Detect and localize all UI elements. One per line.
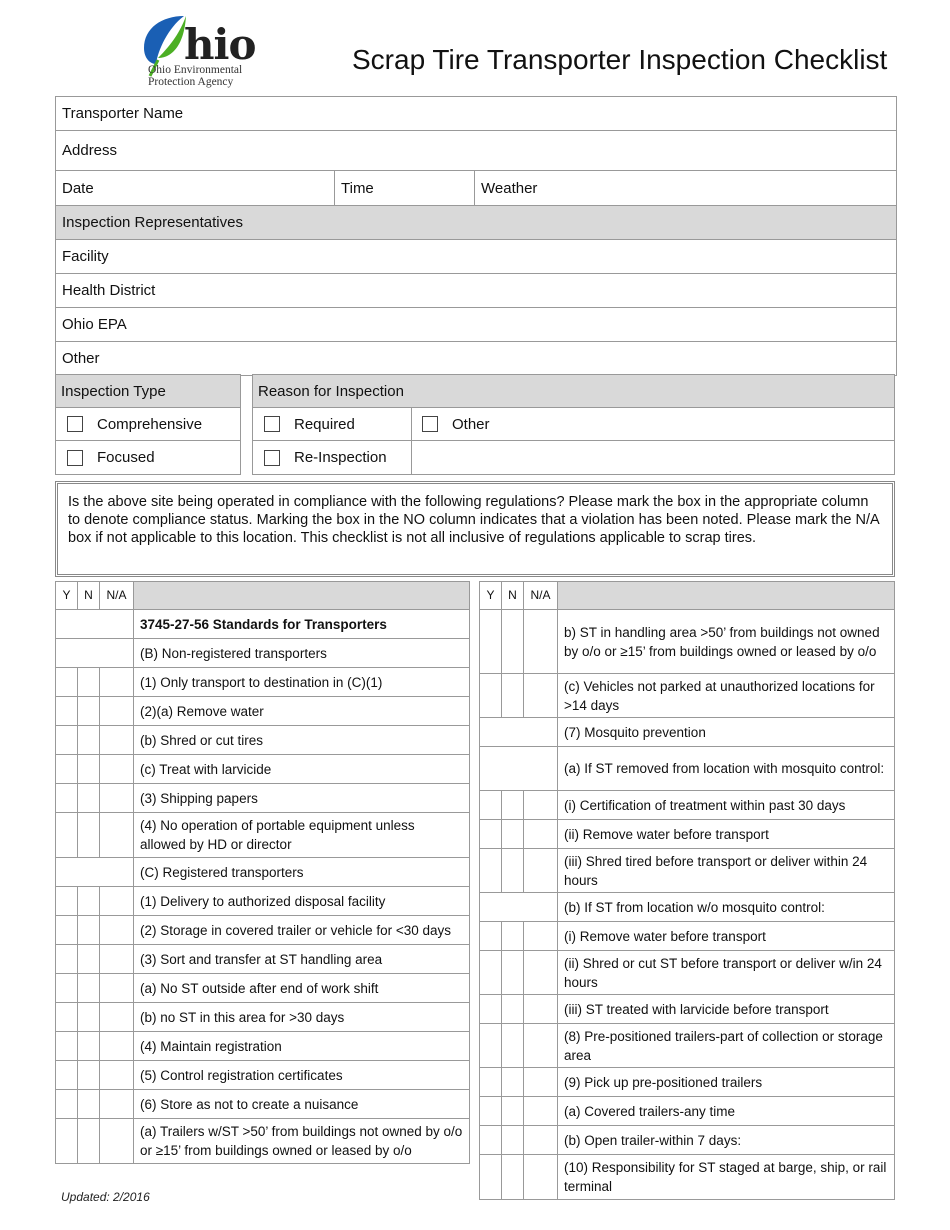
required-label: Required	[294, 415, 355, 433]
checklist-row	[480, 1024, 894, 1068]
checklist-row	[480, 1097, 894, 1126]
item-column-header	[558, 582, 894, 609]
na-box[interactable]	[100, 668, 134, 696]
reinspection-checkbox[interactable]	[264, 450, 280, 466]
checklist-row	[480, 922, 894, 951]
left-checklist	[55, 581, 470, 1164]
checklist-row	[56, 668, 469, 697]
no-box[interactable]	[78, 697, 100, 725]
na-box[interactable]	[524, 1097, 558, 1125]
checklist-item-text: (b) Open trailer-within 7 days:	[564, 1132, 742, 1148]
na-box[interactable]	[100, 1032, 134, 1060]
no-box[interactable]	[78, 974, 100, 1002]
na-box[interactable]	[524, 849, 558, 892]
yes-box[interactable]	[56, 1061, 78, 1089]
checklist-item-text: (i) Certification of treatment within past 30 days	[564, 797, 846, 813]
reason-header: Reason for Inspection	[253, 375, 894, 408]
checklist-item-text: (c) Treat with larvicide	[140, 761, 272, 777]
yes-box[interactable]	[480, 610, 502, 673]
checklist-row	[56, 887, 469, 916]
checklist-row	[56, 1119, 469, 1163]
reason-blank-cell	[412, 441, 894, 474]
checklist-row	[56, 726, 469, 755]
checklist-item-text: (7) Mosquito prevention	[564, 724, 706, 740]
yes-box[interactable]	[56, 697, 78, 725]
ohio-epa-label: Ohio EPA	[62, 316, 127, 333]
na-box[interactable]	[100, 916, 134, 944]
checklist-row	[56, 1003, 469, 1032]
na-box[interactable]	[100, 726, 134, 754]
na-box[interactable]	[100, 1090, 134, 1118]
na-box[interactable]	[100, 945, 134, 973]
checklist-row	[56, 639, 469, 668]
checklist-row	[56, 858, 469, 887]
checklist-item-text: (10) Responsibility for ST staged at barge, ship, or rail terminal	[564, 1160, 887, 1194]
no-box[interactable]	[78, 1061, 100, 1089]
merged-status-cell	[56, 610, 134, 638]
inspection-type-box	[55, 374, 241, 475]
checklist-row	[480, 718, 894, 747]
yes-box[interactable]	[480, 1126, 502, 1154]
yes-box[interactable]	[480, 1024, 502, 1067]
yes-box[interactable]	[480, 951, 502, 994]
other-reason-option[interactable]	[412, 408, 894, 440]
na-box[interactable]	[100, 784, 134, 812]
checklist-row	[56, 916, 469, 945]
merged-status-cell	[480, 893, 558, 921]
checklist-item-text: (iii) Shred tired before transport or deliver within 24 hours	[564, 853, 868, 888]
comprehensive-label: Comprehensive	[97, 415, 203, 433]
checklist-item-text: (b) If ST from location w/o mosquito control:	[564, 899, 825, 915]
logo-agency-name	[148, 64, 242, 88]
yes-box[interactable]	[56, 668, 78, 696]
checklist-row	[480, 995, 894, 1024]
na-column-header: N/A	[524, 582, 558, 609]
na-box[interactable]	[100, 887, 134, 915]
updated-date: Updated: 2/2016	[61, 1190, 150, 1204]
transporter-name-label: Transporter Name	[62, 105, 184, 122]
yes-box[interactable]	[56, 945, 78, 973]
reason-row-1	[253, 408, 894, 441]
transporter-info-table	[55, 96, 897, 376]
checklist-item-text: (ii) Shred or cut ST before transport or deliver w/in 24 hours	[564, 955, 882, 990]
date-field[interactable]	[56, 171, 335, 205]
yes-box[interactable]	[480, 922, 502, 950]
yes-column-header: Y	[480, 582, 502, 609]
time-field[interactable]	[335, 171, 475, 205]
checklist-item-text: (a) No ST outside after end of work shift	[140, 980, 379, 996]
no-box[interactable]	[78, 668, 100, 696]
ohio-epa-logo	[140, 14, 270, 92]
checklist-row	[56, 945, 469, 974]
item-column-header	[134, 582, 469, 609]
checklist-item-text: (1) Delivery to authorized disposal facility	[140, 893, 386, 909]
checklist-item-text: (2) Storage in covered trailer or vehicle for <30 days	[140, 922, 452, 938]
no-box[interactable]	[78, 1032, 100, 1060]
checklist-row	[480, 1126, 894, 1155]
no-box[interactable]	[502, 1155, 524, 1199]
no-column-header: N	[78, 582, 100, 609]
checklist-item-text: b) ST in handling area >50’ from buildings not owned by o/o or ≥15’ from buildings owned or leased by o/o	[564, 624, 880, 659]
yes-box[interactable]	[56, 1003, 78, 1031]
logo-wordmark: hio	[184, 20, 256, 69]
checklist-row	[480, 951, 894, 995]
no-box[interactable]	[502, 1126, 524, 1154]
no-box[interactable]	[502, 1097, 524, 1125]
checklist-row	[56, 755, 469, 784]
na-box[interactable]	[524, 1068, 558, 1096]
no-box[interactable]	[78, 755, 100, 783]
yes-box[interactable]	[56, 1119, 78, 1163]
checklist-item-text: (a) If ST removed from location with mosquito control:	[564, 761, 885, 776]
checklist-row	[56, 1090, 469, 1119]
na-box[interactable]	[524, 674, 558, 717]
na-box[interactable]	[100, 1003, 134, 1031]
other-reason-label: Other	[452, 415, 490, 433]
checklist-item-text: (3) Sort and transfer at ST handling area	[140, 951, 383, 967]
yes-box[interactable]	[56, 813, 78, 857]
no-box[interactable]	[78, 813, 100, 857]
checklist-row	[480, 849, 894, 893]
no-column-header: N	[502, 582, 524, 609]
checklist-item-text: (iii) ST treated with larvicide before transport	[564, 1001, 829, 1017]
checklist-row	[480, 1155, 894, 1199]
right-checklist	[479, 581, 895, 1200]
na-box[interactable]	[100, 1061, 134, 1089]
checklist-row	[480, 1068, 894, 1097]
yes-column-header: Y	[56, 582, 78, 609]
checklist-row	[56, 1061, 469, 1090]
yes-box[interactable]	[56, 1090, 78, 1118]
left_items-header-row	[56, 582, 469, 610]
na-box[interactable]	[100, 755, 134, 783]
na-column-header: N/A	[100, 582, 134, 609]
no-box[interactable]	[78, 726, 100, 754]
yes-box[interactable]	[480, 674, 502, 717]
checklist-item-text: (1) Only transport to destination in (C)(1)	[140, 674, 383, 690]
no-box[interactable]	[78, 1090, 100, 1118]
facility-label: Facility	[62, 248, 109, 265]
na-box[interactable]	[524, 995, 558, 1023]
yes-box[interactable]	[480, 995, 502, 1023]
yes-box[interactable]	[480, 1155, 502, 1199]
checklist-row	[56, 610, 469, 639]
no-box[interactable]	[502, 951, 524, 994]
no-box[interactable]	[78, 945, 100, 973]
reinspection-label: Re-Inspection	[294, 449, 387, 466]
no-box[interactable]	[502, 610, 524, 673]
yes-box[interactable]	[480, 1068, 502, 1096]
yes-box[interactable]	[56, 784, 78, 812]
checklist-item-text: (C) Registered transporters	[140, 864, 304, 880]
required-option[interactable]	[253, 408, 412, 440]
checklist-item-text: (b) Shred or cut tires	[140, 732, 264, 748]
checklist-row	[56, 1032, 469, 1061]
inspection-representatives-header	[56, 206, 896, 240]
time-label: Time	[341, 179, 374, 197]
na-box[interactable]	[100, 1119, 134, 1163]
checklist-item-text: (8) Pre-positioned trailers-part of collection or storage area	[564, 1028, 883, 1063]
yes-box[interactable]	[56, 887, 78, 915]
focused-option[interactable]	[56, 441, 240, 474]
logo-line-2: Protection Agency	[148, 76, 234, 88]
merged-status-cell	[480, 747, 558, 790]
yes-box[interactable]	[56, 916, 78, 944]
other-label: Other	[62, 350, 100, 367]
na-box[interactable]	[100, 813, 134, 857]
ohio-epa-row[interactable]	[56, 308, 896, 342]
page-title: Scrap Tire Transporter Inspection Checklist	[352, 44, 888, 75]
facility-row[interactable]	[56, 240, 896, 274]
focused-checkbox[interactable]	[67, 450, 83, 466]
checklist-row	[480, 610, 894, 674]
checklist-item-text: (6) Store as not to create a nuisance	[140, 1096, 359, 1112]
date-label: Date	[62, 179, 94, 197]
checklist-row	[480, 747, 894, 791]
checklist-item-text: (9) Pick up pre-positioned trailers	[564, 1074, 763, 1090]
transporter-name-row[interactable]	[56, 97, 896, 131]
no-box[interactable]	[78, 1119, 100, 1163]
no-box[interactable]	[502, 995, 524, 1023]
no-box[interactable]	[502, 791, 524, 819]
reinspection-option[interactable]	[253, 441, 412, 474]
logo-line-1: Ohio Environmental	[148, 64, 243, 76]
na-box[interactable]	[524, 791, 558, 819]
merged-status-cell	[56, 639, 134, 667]
checklist-item-text: (5) Control registration certificates	[140, 1067, 343, 1083]
no-box[interactable]	[502, 1024, 524, 1067]
checklist-item-text: (3) Shipping papers	[140, 790, 258, 806]
na-box[interactable]	[524, 610, 558, 673]
checklist-item-text: (b) no ST in this area for >30 days	[140, 1009, 345, 1025]
na-box[interactable]	[100, 974, 134, 1002]
merged-status-cell	[480, 718, 558, 746]
inspection-type-header: Inspection Type	[56, 375, 240, 408]
other-reason-checkbox[interactable]	[422, 416, 438, 432]
yes-box[interactable]	[56, 726, 78, 754]
checklist-item-text: (a) Trailers w/ST >50’ from buildings not owned by o/o or ≥15’ from buildings owned or leased by o/o	[140, 1124, 463, 1158]
health-district-label: Health District	[62, 282, 156, 299]
na-box[interactable]	[524, 1126, 558, 1154]
comprehensive-option[interactable]	[56, 408, 240, 441]
weather-field[interactable]	[475, 171, 896, 205]
checklist-item-text: (c) Vehicles not parked at unauthorized locations for >14 days	[564, 678, 875, 713]
right_items-header-row	[480, 582, 894, 610]
health-district-row[interactable]	[56, 274, 896, 308]
yes-box[interactable]	[56, 755, 78, 783]
inspection-type-section	[55, 374, 895, 476]
date-time-weather-row	[56, 171, 896, 206]
na-box[interactable]	[524, 820, 558, 848]
compliance-instructions: Is the above site being operated in compliance with the following regulations? Please mark the box in the appropriate column to denote compliance status. Marking the box in the NO column indicates that a violation has been noted. Please mark the N/A box if not applicable to this location. This checklist is not all inclusive of regulations applicable to scrap tires.	[55, 481, 895, 577]
na-box[interactable]	[524, 1155, 558, 1199]
required-checkbox[interactable]	[264, 416, 280, 432]
inspection-representatives-label: Inspection Representatives	[62, 214, 243, 231]
checklist-item-text: (a) Covered trailers-any time	[564, 1103, 736, 1119]
checklist-item-text: (4) Maintain registration	[140, 1038, 282, 1054]
checklist-item-text: (ii) Remove water before transport	[564, 826, 769, 842]
no-box[interactable]	[502, 922, 524, 950]
no-box[interactable]	[502, 820, 524, 848]
checklist-row	[480, 674, 894, 718]
na-box[interactable]	[100, 697, 134, 725]
address-row[interactable]	[56, 131, 896, 171]
na-box[interactable]	[524, 951, 558, 994]
no-box[interactable]	[78, 1003, 100, 1031]
checklist-item-text: (i) Remove water before transport	[564, 928, 766, 944]
no-box[interactable]	[78, 887, 100, 915]
no-box[interactable]	[78, 784, 100, 812]
checklist-row	[480, 820, 894, 849]
no-box[interactable]	[78, 916, 100, 944]
other-row[interactable]	[56, 342, 896, 375]
yes-box[interactable]	[480, 820, 502, 848]
yes-box[interactable]	[480, 849, 502, 892]
checklist-item-text: (B) Non-registered transporters	[140, 645, 327, 661]
checklist-item-text: (2)(a) Remove water	[140, 703, 264, 719]
checklist-row	[56, 813, 469, 858]
yes-box[interactable]	[56, 974, 78, 1002]
checklist-row	[480, 893, 894, 922]
checklist-row	[480, 791, 894, 820]
no-box[interactable]	[502, 1068, 524, 1096]
reason-for-inspection-box	[252, 374, 895, 475]
no-box[interactable]	[502, 849, 524, 892]
checklist-row	[56, 697, 469, 726]
yes-box[interactable]	[480, 1097, 502, 1125]
na-box[interactable]	[524, 1024, 558, 1067]
no-box[interactable]	[502, 674, 524, 717]
focused-label: Focused	[97, 449, 155, 466]
reason-row-2	[253, 441, 894, 474]
address-label: Address	[62, 142, 118, 159]
checklist-item-text: 3745-27-56 Standards for Transporters	[140, 616, 387, 632]
yes-box[interactable]	[480, 791, 502, 819]
checklist-item-text: (4) No operation of portable equipment unless allowed by HD or director	[140, 818, 415, 852]
na-box[interactable]	[524, 922, 558, 950]
comprehensive-checkbox[interactable]	[67, 416, 83, 432]
checklist-row	[56, 784, 469, 813]
yes-box[interactable]	[56, 1032, 78, 1060]
weather-label: Weather	[481, 179, 538, 197]
checklist-row	[56, 974, 469, 1003]
merged-status-cell	[56, 858, 134, 886]
